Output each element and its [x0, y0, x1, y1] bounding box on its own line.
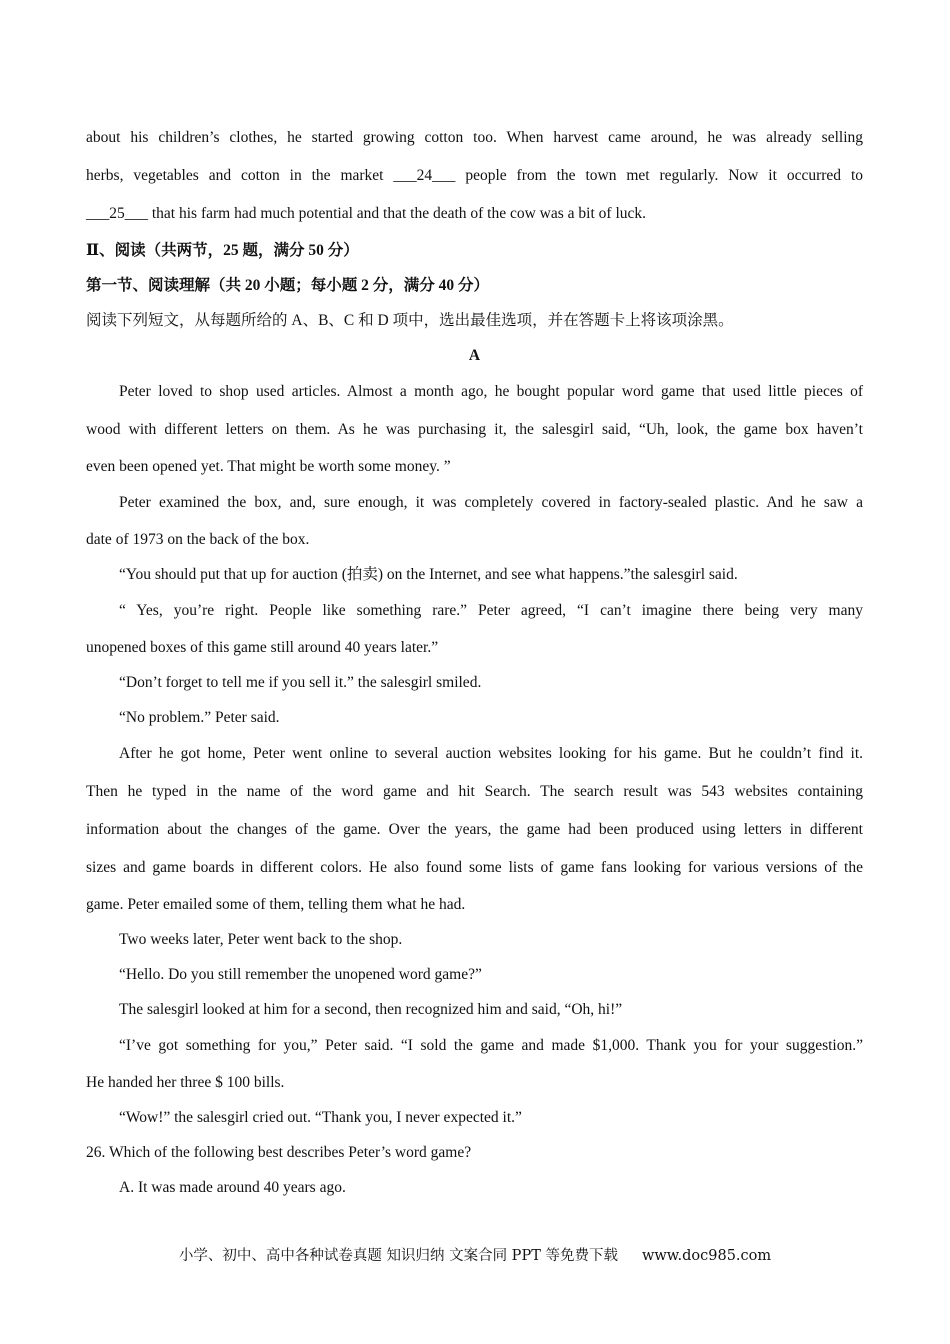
text-line: “I’ve got something for you,” Peter said. “I sold the game and made $1,000. Thank you for your suggestion.”	[119, 1037, 863, 1054]
footer-text: 小学、初中、高中各种试卷真题 知识归纳 文案合同 PPT 等免费下载	[178, 1248, 618, 1264]
question-26	[86, 1135, 863, 1205]
text-line: wood with different letters on them. As he was purchasing it, the salesgirl said, “Uh, look, the game box haven’t	[86, 421, 863, 438]
text-line: Two weeks later, Peter went back to the shop.	[119, 931, 403, 948]
text-line: “No problem.” Peter said.	[119, 709, 280, 726]
text-line: even been opened yet. That might be worth some money. ”	[86, 458, 451, 475]
text-line: Peter examined the box, and, sure enough, it was completely covered in factory-sealed plastic. And he saw a	[119, 494, 863, 511]
text-line: After he got home, Peter went online to several auction websites looking for his game. But he couldn’t find it.	[119, 745, 863, 762]
text-line: about his children’s clothes, he started growing cotton too. When harvest came around, he was already selling	[86, 129, 863, 146]
passage-label: A	[468, 347, 481, 364]
text-line: “ Yes, you’re right. People like something rare.” Peter agreed, “I can’t imagine there being very many	[119, 602, 863, 619]
text-line: unopened boxes of this game still around 40 years later.”	[86, 639, 439, 656]
text-line: herbs, vegetables and cotton in the market ___24___ people from the town met regularly. Now it occurred to	[86, 167, 863, 184]
text-line: ___25___ that his farm had much potential and that the death of the cow was a bit of luck.	[86, 205, 647, 222]
text-line: sizes and game boards in different colors. He also found some lists of game fans looking for various versions of the	[86, 859, 863, 876]
page-footer	[0, 1244, 950, 1265]
text-line: Then he typed in the name of the word game and hit Search. The search result was 543 websites containing	[86, 783, 863, 800]
footer-url: www.doc985.com	[641, 1248, 772, 1264]
text-line: “You should put that up for auction (拍卖) on the Internet, and see what happens.”the salesgirl said.	[119, 566, 738, 583]
section-heading: Ⅱ、阅读（共两节，25 题，满分 50 分）	[86, 242, 359, 259]
text-line: “Don’t forget to tell me if you sell it.” the salesgirl smiled.	[119, 674, 482, 691]
text-line: The salesgirl looked at him for a second, then recognized him and said, “Oh, hi!”	[119, 1001, 623, 1018]
subsection-heading: 第一节、阅读理解（共 20 小题；每小题 2 分，满分 40 分）	[86, 277, 490, 294]
text-line: game. Peter emailed some of them, telling them what he had.	[86, 896, 466, 913]
question-stem: 26. Which of the following best describes Peter’s word game?	[86, 1144, 472, 1161]
text-line: Peter loved to shop used articles. Almost a month ago, he bought popular word game that used little pieces of	[119, 383, 863, 400]
previous-passage	[86, 119, 863, 233]
answer-option-a: A. It was made around 40 years ago.	[119, 1179, 346, 1196]
reading-passage	[86, 373, 863, 1135]
instructions: 阅读下列短文，从每题所给的 A、B、C 和 D 项中，选出最佳选项，并在答题卡上将该项涂黑。	[86, 312, 734, 329]
document-page	[86, 119, 863, 1205]
text-line: “Hello. Do you still remember the unopened word game?”	[119, 966, 482, 983]
text-line: information about the changes of the game. Over the years, the game had been produced using letters in different	[86, 821, 863, 838]
text-line: date of 1973 on the back of the box.	[86, 531, 310, 548]
text-line: “Wow!” the salesgirl cried out. “Thank you, I never expected it.”	[119, 1109, 522, 1126]
text-line: He handed her three $ 100 bills.	[86, 1074, 285, 1091]
